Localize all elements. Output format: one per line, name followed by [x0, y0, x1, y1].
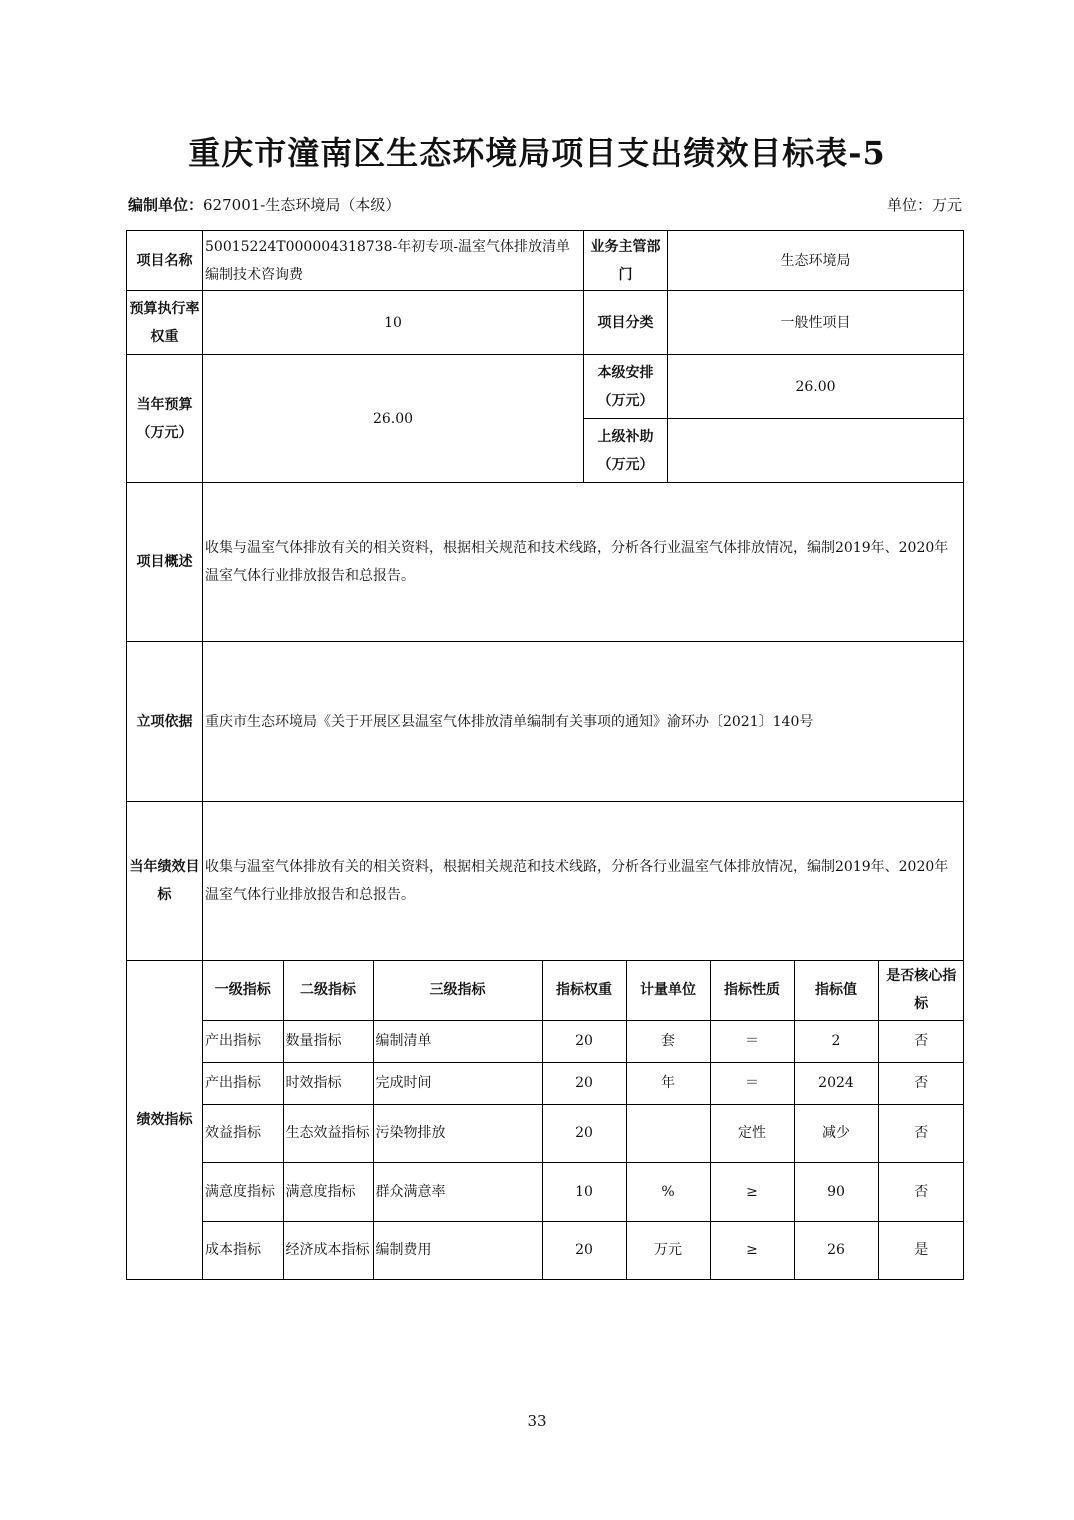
- perf-label: 绩效指标: [127, 961, 203, 1280]
- compile-unit-label: 编制单位：: [128, 196, 204, 214]
- perf-cell-level2: 数量指标: [283, 1020, 373, 1062]
- budget-label: 当年预算（万元）: [127, 355, 203, 483]
- perf-indicators-table: [203, 961, 964, 1279]
- perf-cell-level2: 满意度指标: [283, 1162, 373, 1221]
- perf-cell-level1: 成本指标: [203, 1221, 283, 1279]
- basis-label: 立项依据: [127, 642, 203, 802]
- compile-unit: [128, 194, 400, 215]
- perf-cell-level3: 群众满意率: [373, 1162, 542, 1221]
- local-value: 26.00: [668, 355, 964, 419]
- weight-value: 10: [203, 291, 584, 355]
- perf-cell-level1: 产出指标: [203, 1020, 283, 1062]
- perf-cell-nature: ≥: [710, 1162, 794, 1221]
- project-name-value: 50015224T000004318738-年初专项-温室气体排放清单编制技术咨询费: [203, 231, 584, 291]
- perf-cell-level1: 满意度指标: [203, 1162, 283, 1221]
- perf-cell-core: 否: [878, 1062, 964, 1104]
- perf-header: 计量单位: [626, 961, 710, 1020]
- perf-cell-value: 2: [794, 1020, 878, 1062]
- table-row: [203, 1020, 964, 1062]
- perf-header: 二级指标: [283, 961, 373, 1020]
- perf-cell-unit: [626, 1104, 710, 1162]
- perf-cell-nature: ＝: [710, 1020, 794, 1062]
- perf-cell-unit: 套: [626, 1020, 710, 1062]
- perf-cell: [203, 961, 964, 1280]
- perf-cell-nature: ≥: [710, 1221, 794, 1279]
- perf-cell-level3: 编制清单: [373, 1020, 542, 1062]
- goal-value: 收集与温室气体排放有关的相关资料，根据相关规范和技术线路，分析各行业温室气体排放情况，编制2019年、2020年温室气体行业排放报告和总报告。: [203, 802, 964, 961]
- compile-unit-value: 627001-生态环境局（本级）: [203, 196, 401, 214]
- unit-label: 单位：万元: [886, 196, 962, 214]
- perf-cell-value: 2024: [794, 1062, 878, 1104]
- perf-cell-level3: 污染物排放: [373, 1104, 542, 1162]
- table-row: [203, 1104, 964, 1162]
- perf-cell-unit: %: [626, 1162, 710, 1221]
- perf-header: 一级指标: [203, 961, 283, 1020]
- goal-label: 当年绩效目标: [127, 802, 203, 961]
- perf-cell-core: 否: [878, 1020, 964, 1062]
- superior-value: [668, 419, 964, 483]
- perf-header: 指标值: [794, 961, 878, 1020]
- perf-cell-weight: 10: [542, 1162, 626, 1221]
- page-title: 重庆市潼南区生态环境局项目支出绩效目标表-5: [188, 134, 886, 172]
- perf-cell-level2: 时效指标: [283, 1062, 373, 1104]
- basis-value: 重庆市生态环境局《关于开展区县温室气体排放清单编制有关事项的通知》渝环办〔2021〕140号: [203, 642, 964, 802]
- perf-cell-weight: 20: [542, 1221, 626, 1279]
- perf-header-row: [203, 961, 964, 1020]
- perf-cell-weight: 20: [542, 1062, 626, 1104]
- perf-cell-core: 是: [878, 1221, 964, 1279]
- weight-label: 预算执行率权重: [127, 291, 203, 355]
- performance-table: [126, 230, 964, 1280]
- overview-label: 项目概述: [127, 483, 203, 642]
- perf-header: 三级指标: [373, 961, 542, 1020]
- perf-cell-value: 减少: [794, 1104, 878, 1162]
- perf-cell-core: 否: [878, 1104, 964, 1162]
- perf-header: 是否核心指标: [878, 961, 964, 1020]
- perf-header: 指标权重: [542, 961, 626, 1020]
- perf-cell-weight: 20: [542, 1104, 626, 1162]
- perf-cell-value: 90: [794, 1162, 878, 1221]
- perf-cell-unit: 万元: [626, 1221, 710, 1279]
- page-number: 33: [527, 1412, 547, 1430]
- perf-cell-value: 26: [794, 1221, 878, 1279]
- budget-value: 26.00: [203, 355, 584, 483]
- table-row: [203, 1162, 964, 1221]
- table-row: [203, 1062, 964, 1104]
- category-label: 项目分类: [584, 291, 668, 355]
- perf-cell-nature: ＝: [710, 1062, 794, 1104]
- perf-cell-nature: 定性: [710, 1104, 794, 1162]
- perf-cell-level2: 生态效益指标: [283, 1104, 373, 1162]
- dept-label: 业务主管部门: [584, 231, 668, 291]
- perf-cell-core: 否: [878, 1162, 964, 1221]
- dept-value: 生态环境局: [668, 231, 964, 291]
- perf-cell-level1: 产出指标: [203, 1062, 283, 1104]
- perf-cell-unit: 年: [626, 1062, 710, 1104]
- category-value: 一般性项目: [668, 291, 964, 355]
- superior-label: 上级补助（万元）: [584, 419, 668, 483]
- overview-value: 收集与温室气体排放有关的相关资料，根据相关规范和技术线路，分析各行业温室气体排放情况，编制2019年、2020年温室气体行业排放报告和总报告。: [203, 483, 964, 642]
- perf-cell-level3: 编制费用: [373, 1221, 542, 1279]
- perf-cell-level1: 效益指标: [203, 1104, 283, 1162]
- project-name-label: 项目名称: [127, 231, 203, 291]
- perf-cell-level2: 经济成本指标: [283, 1221, 373, 1279]
- perf-cell-level3: 完成时间: [373, 1062, 542, 1104]
- table-row: [203, 1221, 964, 1279]
- perf-header: 指标性质: [710, 961, 794, 1020]
- local-label: 本级安排（万元）: [584, 355, 668, 419]
- perf-cell-weight: 20: [542, 1020, 626, 1062]
